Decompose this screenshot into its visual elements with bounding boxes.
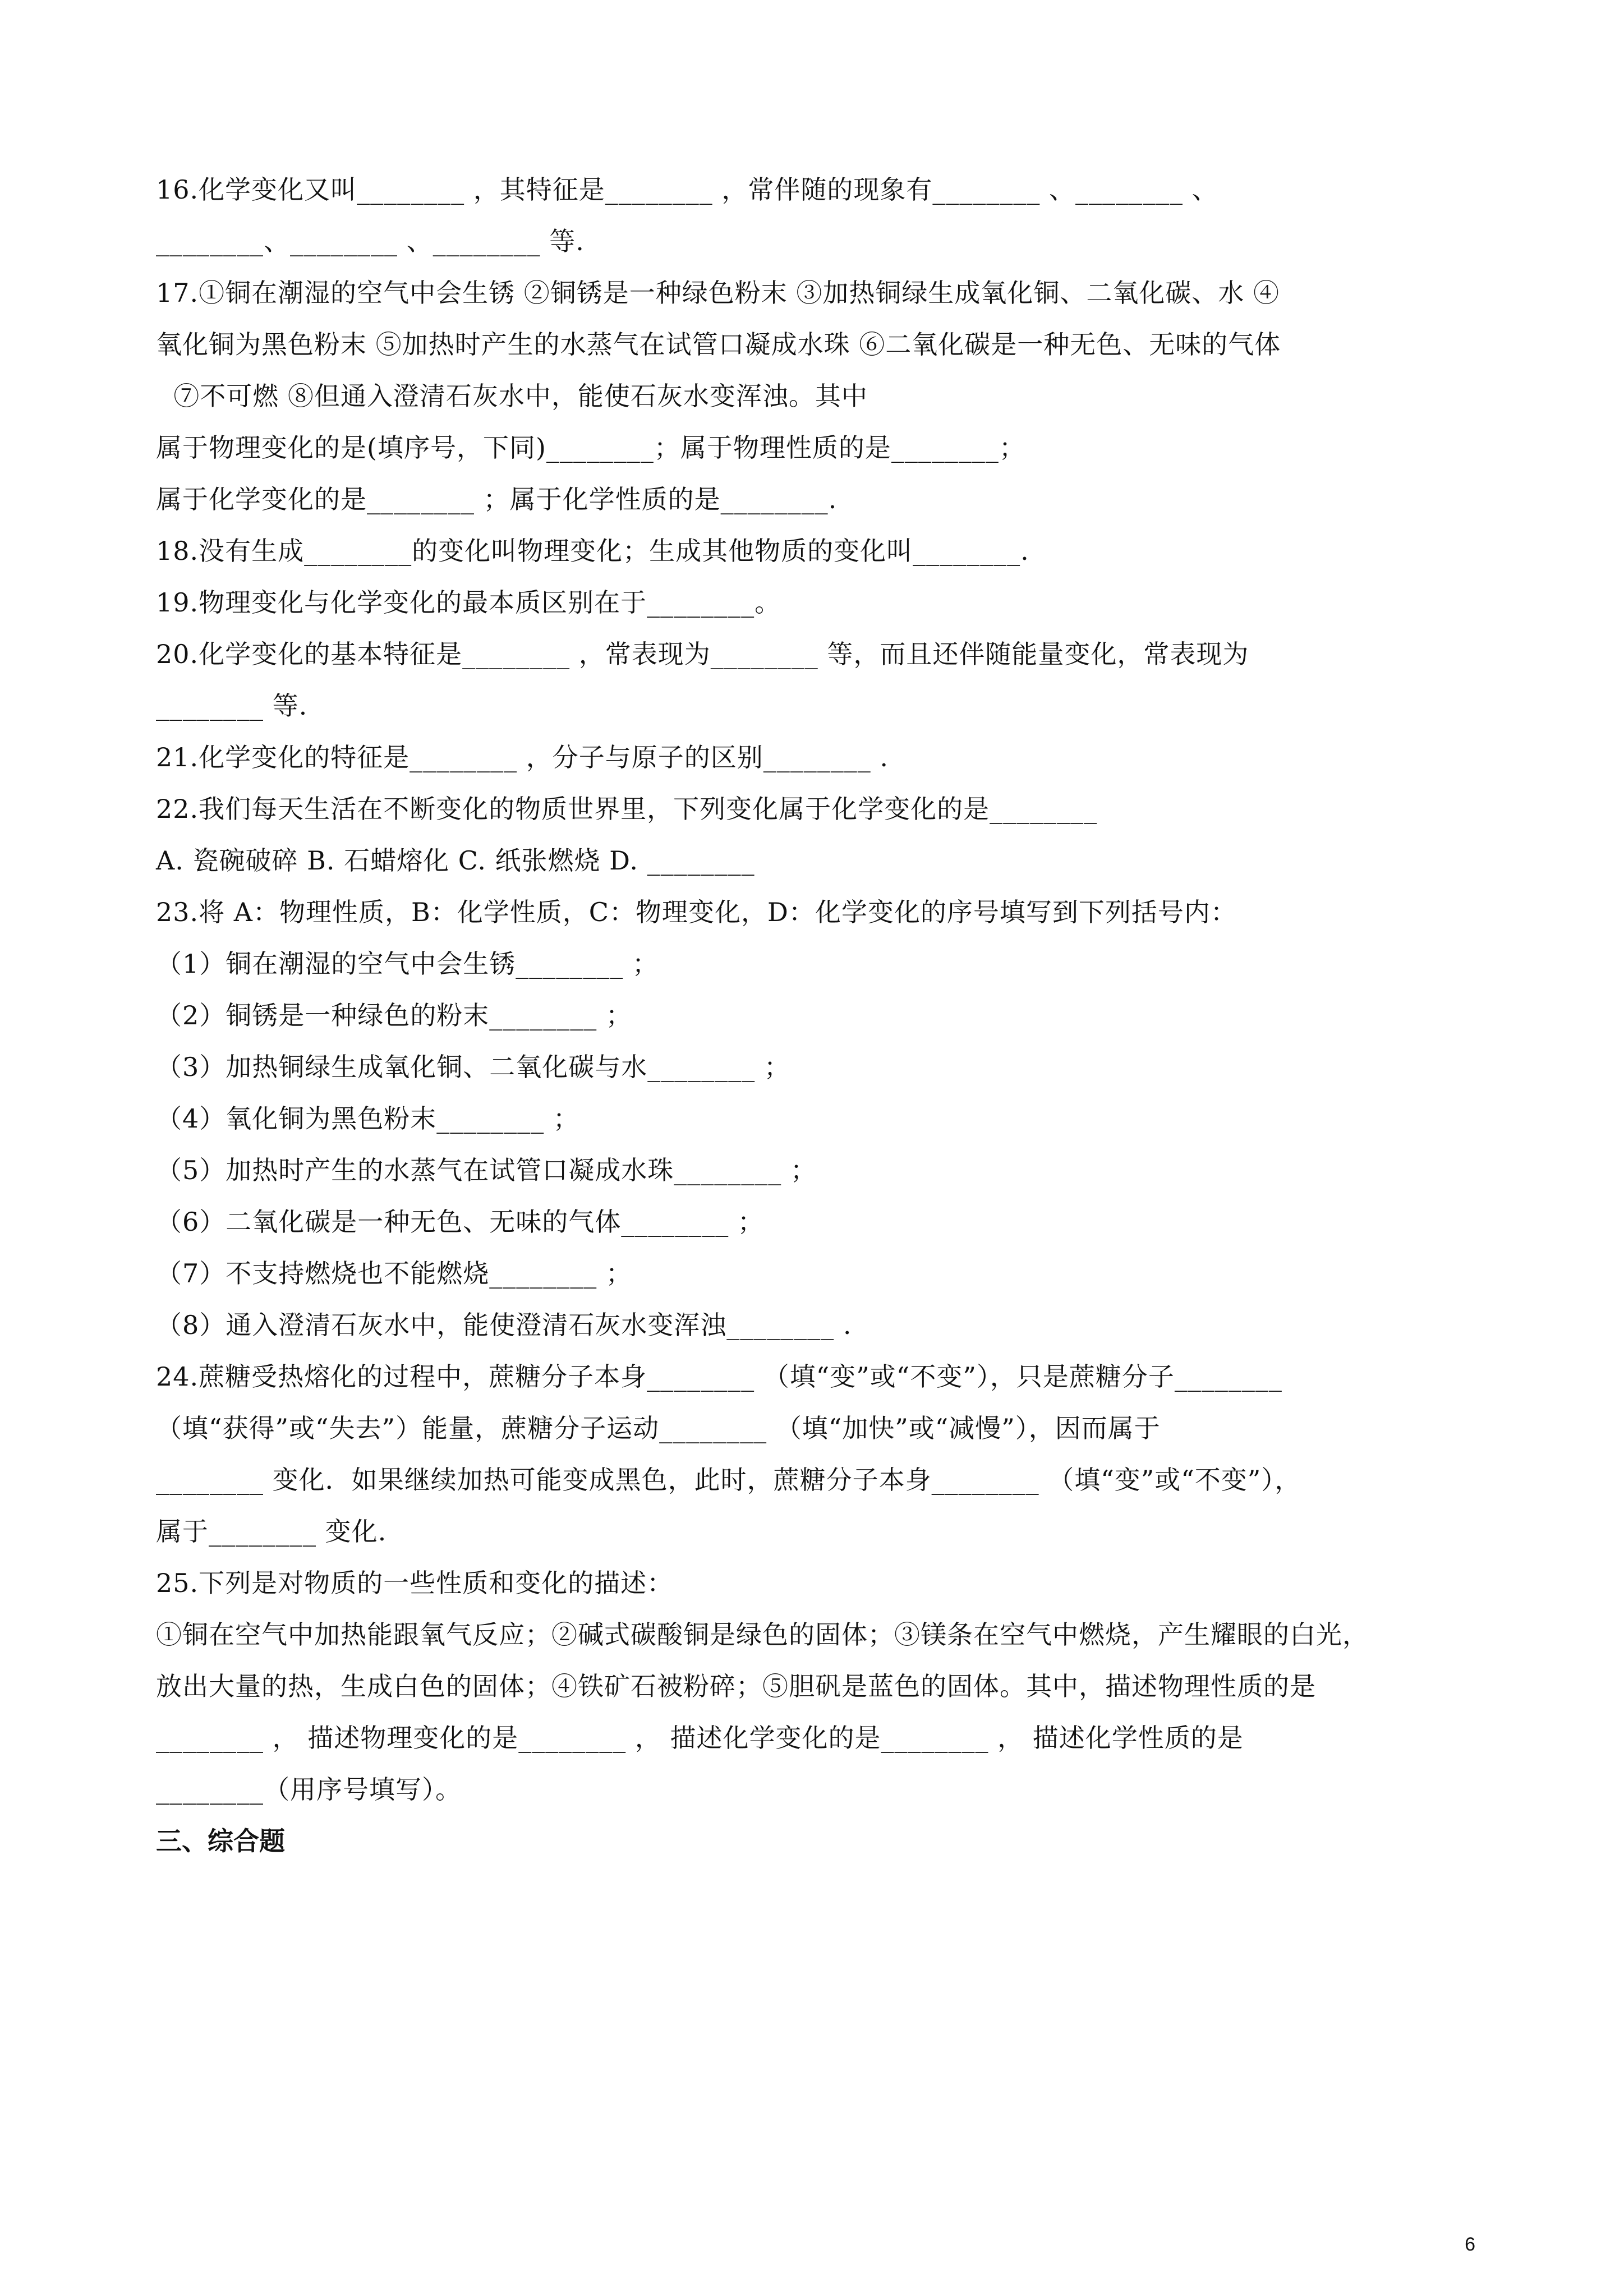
text-line: 24.蔗糖受热熔化的过程中，蔗糖分子本身________ （填“变”或“不变”），只是蔗糖分子________	[156, 1361, 1282, 1392]
text-line: ________、________ 、________ 等.	[156, 226, 585, 256]
text-line: 22.我们每天生活在不断变化的物质世界里，下列变化属于化学变化的是________	[156, 794, 1098, 824]
text-line: 19.物理变化与化学变化的最本质区别在于________。	[156, 587, 781, 618]
text-line: 属于化学变化的是________ ；属于化学性质的是________.	[156, 484, 838, 514]
text-line: （8）通入澄清石灰水中，能使澄清石灰水变浑浊________ .	[156, 1310, 852, 1340]
text-line: 放出大量的热，生成白色的固体；④铁矿石被粉碎；⑤胆矾是蓝色的固体。其中，描述物理性质的是	[156, 1671, 1316, 1701]
text-line: 23.将 A：物理性质，B：化学性质，C：物理变化，D：化学变化的序号填写到下列括号内：	[156, 897, 1237, 927]
text-line: （6）二氧化碳是一种无色、无味的气体________ ；	[156, 1207, 764, 1237]
text-line: 18.没有生成________的变化叫物理变化；生成其他物质的变化叫________.	[156, 536, 1029, 566]
text-line: （3）加热铜绿生成氧化铜、二氧化碳与水________ ；	[156, 1052, 790, 1082]
text-line: 17.①铜在潮湿的空气中会生锈 ②铜锈是一种绿色粉末 ③加热铜绿生成氧化铜、二氧化碳、水 ④	[156, 278, 1280, 308]
text-line: （4）氧化铜为黑色粉末________ ；	[156, 1103, 579, 1134]
text-line: ①铜在空气中加热能跟氧气反应；②碱式碳酸铜是绿色的固体；③镁条在空气中燃烧，产生耀眼的白光，	[156, 1619, 1369, 1650]
text-line: 属于________ 变化.	[156, 1516, 387, 1547]
document-body	[156, 164, 1497, 1867]
text-line: A. 瓷碗破碎 B. 石蜡熔化 C. 纸张燃烧 D. ________	[156, 845, 755, 876]
text-line: （1）铜在潮湿的空气中会生锈________ ；	[156, 949, 659, 979]
text-line: （填“获得”或“失去”）能量，蔗糖分子运动________ （填“加快”或“减慢”），因而属于	[156, 1413, 1161, 1443]
text-line: 氧化铜为黑色粉末 ⑤加热时产生的水蒸气在试管口凝成水珠 ⑥二氧化碳是一种无色、无味的气体	[156, 329, 1281, 360]
text-line: 25.下列是对物质的一些性质和变化的描述：	[156, 1568, 674, 1598]
text-line: 21.化学变化的特征是________ ，分子与原子的区别________ .	[156, 742, 889, 772]
text-line: 16.化学变化又叫________ ，其特征是________ ，常伴随的现象有________ 、________ 、	[156, 174, 1218, 205]
text-line: （2）铜锈是一种绿色的粉末________ ；	[156, 1000, 632, 1030]
text-line: ________（用序号填写）。	[156, 1774, 462, 1805]
text-line: ________ ， 描述物理变化的是________ ， 描述化学变化的是________ ， 描述化学性质的是	[156, 1723, 1244, 1753]
text-line: 20.化学变化的基本特征是________ ，常表现为________ 等，而且还伴随能量变化，常表现为	[156, 639, 1249, 669]
text-line: （7）不支持燃烧也不能燃烧________ ；	[156, 1258, 632, 1289]
page-number: 6	[1465, 2234, 1475, 2255]
text-line: ________ 变化．如果继续加热可能变成黑色，此时，蔗糖分子本身________ （填“变”或“不变”），	[156, 1465, 1301, 1495]
text-line: 属于物理变化的是(填序号，下同)________；属于物理性质的是________；	[156, 432, 1025, 463]
text-line: ⑦不可燃 ⑧但通入澄清石灰水中，能使石灰水变浑浊。其中	[156, 381, 868, 411]
text-line: （5）加热时产生的水蒸气在试管口凝成水珠________ ；	[156, 1155, 817, 1185]
text-line: ________ 等.	[156, 691, 308, 721]
section-heading: 三、综合题	[156, 1826, 285, 1856]
